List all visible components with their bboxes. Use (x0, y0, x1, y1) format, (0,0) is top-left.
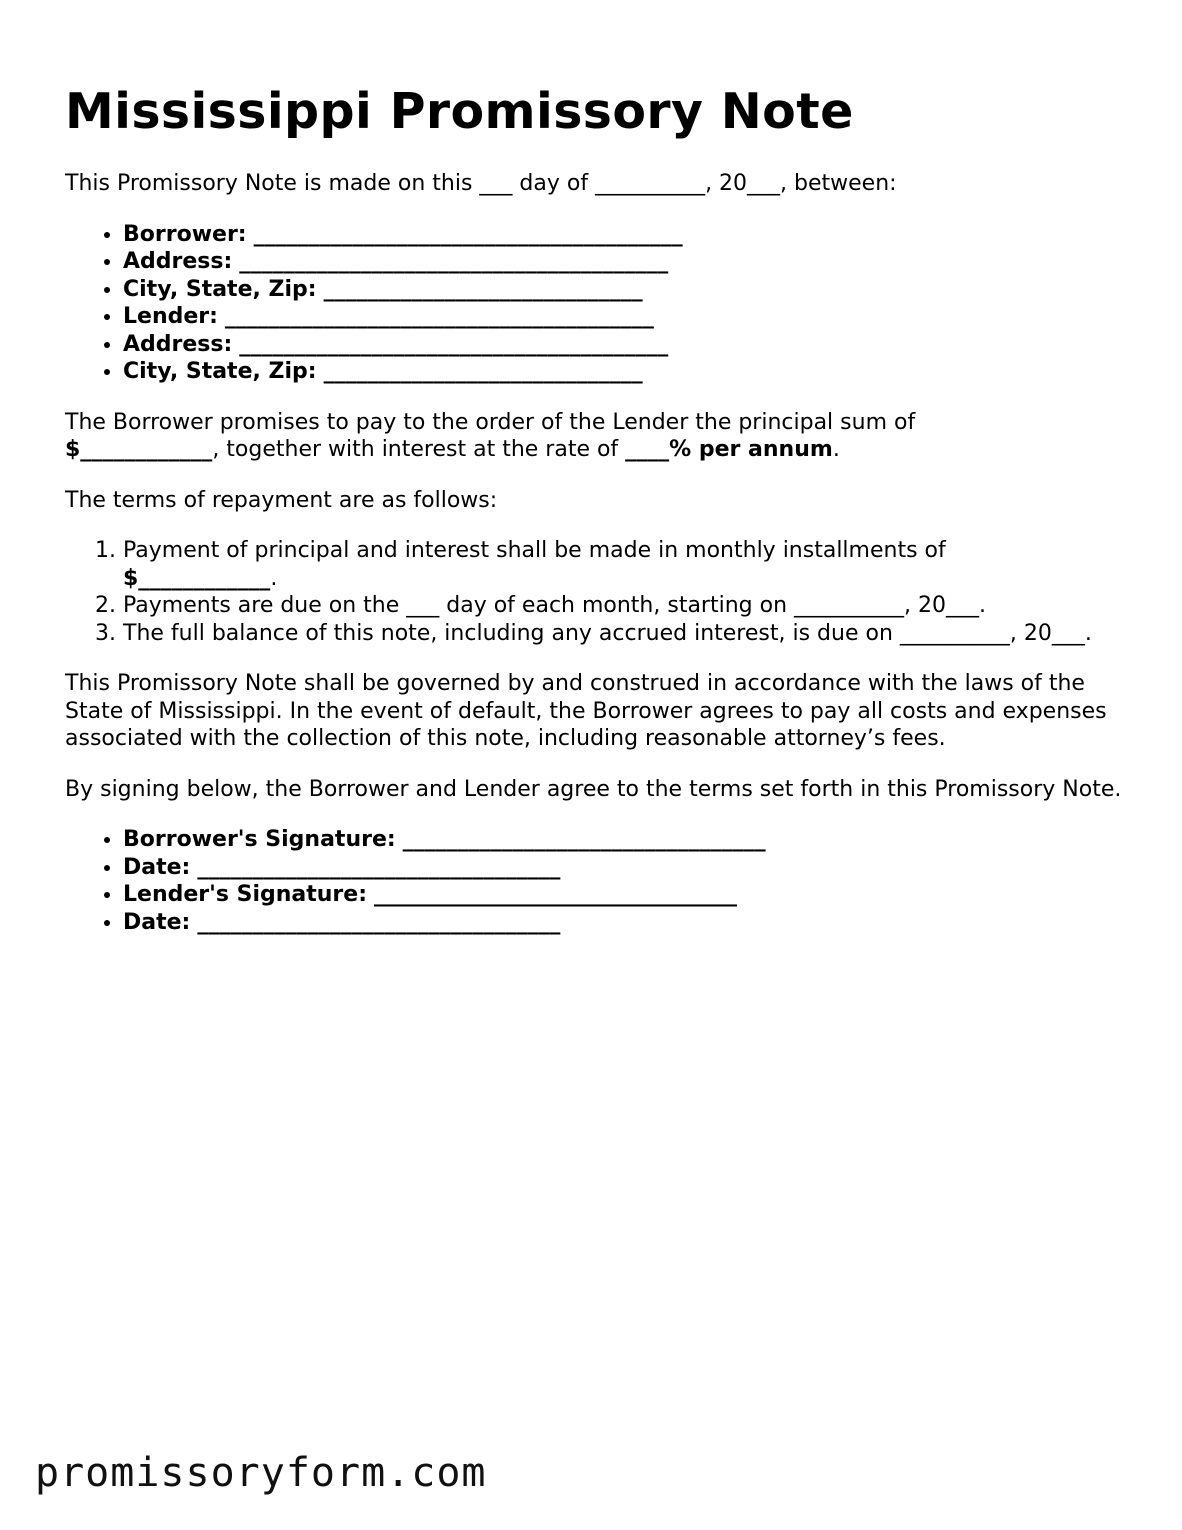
field-label: Date: (123, 909, 191, 935)
principal-text-2: , together with interest at the rate of (212, 437, 626, 462)
blank-line: _________________________________ (197, 909, 561, 935)
field-label: Borrower's Signature: (123, 827, 396, 852)
principal-paragraph (65, 409, 1125, 464)
term-end: . (270, 565, 278, 591)
blank-line: _____________________________ (323, 359, 643, 384)
term-item: 3. The full balance of this note, including any accrued interest, is due on __________, 20___. (123, 620, 1125, 648)
page-title: Mississippi Promissory Note (65, 83, 854, 140)
interest-rate: ____% per annum (625, 437, 833, 462)
party-borrower-address (123, 248, 1125, 276)
governing-law-paragraph: This Promissory Note shall be governed by and construed in accordance with the laws of the State of Mississippi. In the event of default, the Borrower agrees to pay all costs and expenses associated with the collection of this note, including reasonable attorney’s fees. (65, 671, 1107, 751)
document-page (65, 84, 1125, 959)
blank-line: _______________________________________ (224, 304, 654, 329)
principal-text-3: . (832, 437, 840, 462)
field-label: Lender: (123, 304, 218, 329)
field-label: Address: (123, 331, 233, 357)
field-label: Borrower: (123, 221, 247, 247)
principal-text: The Borrower promises to pay to the order of the Lender the principal sum of (65, 409, 916, 435)
signature-list (65, 826, 1125, 936)
blank-line: _______________________________________ (239, 331, 669, 357)
field-label: Address: (123, 249, 233, 274)
party-borrower (123, 221, 1125, 249)
term-item (123, 537, 1125, 592)
blank-line: _________________________________ (402, 827, 766, 852)
signature-borrower-date (123, 854, 1125, 882)
blank-line: _____________________________ (323, 276, 643, 302)
signing-intro: By signing below, the Borrower and Lender agree to the terms set forth in this Promissory Note. (65, 776, 1122, 802)
party-list (65, 221, 1125, 386)
field-label: City, State, Zip: (123, 276, 317, 302)
blank-line: _______________________________________ (253, 221, 683, 247)
installment-amount: $____________ (123, 565, 271, 591)
term-item: 2. Payments are due on the ___ day of each month, starting on __________, 20___. (123, 592, 1125, 620)
principal-amount: $____________ (65, 437, 213, 462)
party-lender-address (123, 331, 1125, 359)
signature-lender-date (123, 909, 1125, 937)
blank-line: _________________________________ (374, 882, 737, 907)
party-lender (123, 303, 1125, 331)
blank-line: _________________________________ (197, 854, 561, 880)
signature-lender (123, 881, 1125, 909)
field-label: Date: (123, 854, 191, 880)
field-label: City, State, Zip: (123, 359, 317, 384)
field-label: Lender's Signature: (123, 882, 367, 907)
site-footer: promissoryform.com (35, 1450, 487, 1496)
party-borrower-city (123, 276, 1125, 304)
blank-line: _______________________________________ (239, 249, 669, 274)
terms-list (65, 537, 1125, 647)
signature-borrower (123, 826, 1125, 854)
term-text: Payment of principal and interest shall be made in monthly installments of (123, 538, 946, 563)
terms-intro: The terms of repayment are as follows: (65, 487, 498, 513)
party-lender-city (123, 358, 1125, 386)
intro-paragraph: This Promissory Note is made on this ___ day of __________, 20___, between: (65, 171, 897, 196)
